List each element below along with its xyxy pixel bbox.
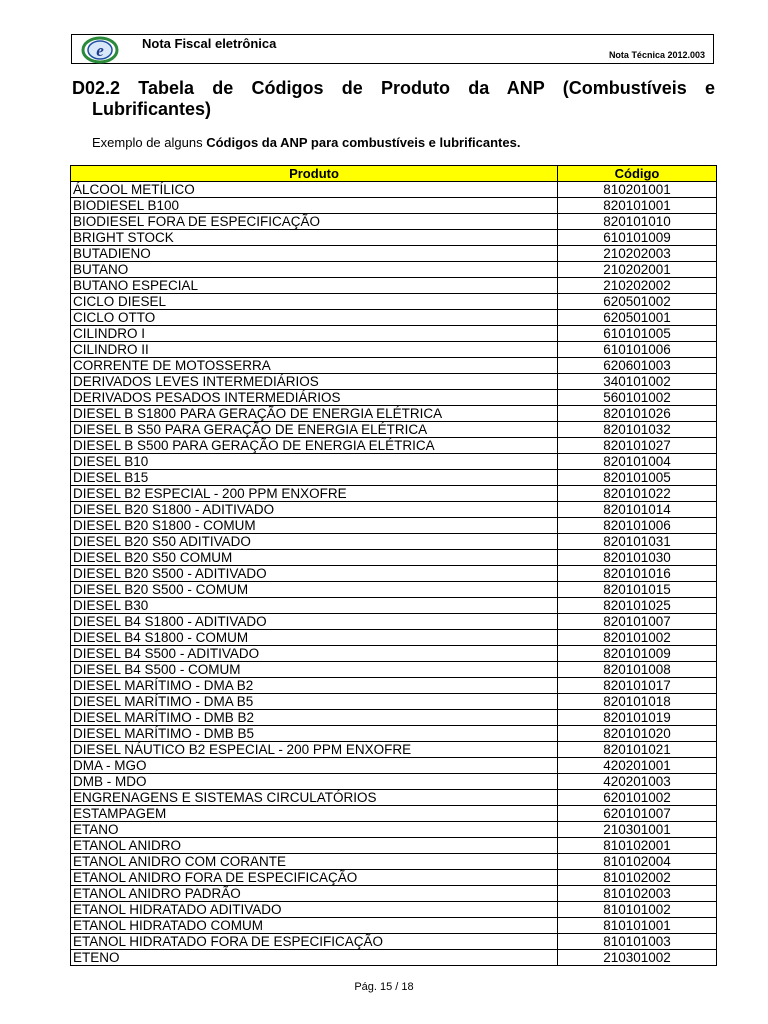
section-title-continued: Lubrificantes) xyxy=(92,99,212,119)
product-name-cell: DIESEL NÁUTICO B2 ESPECIAL - 200 PPM ENXOFRE xyxy=(71,742,558,758)
table-row xyxy=(71,710,717,726)
product-code-cell: 820101026 xyxy=(558,406,717,422)
table-row xyxy=(71,534,717,550)
product-code-cell: 820101020 xyxy=(558,726,717,742)
product-name-cell: DIESEL B20 S1800 - ADITIVADO xyxy=(71,502,558,518)
product-name-cell: DIESEL MARÍTIMO - DMA B5 xyxy=(71,694,558,710)
product-name-cell: ESTAMPAGEM xyxy=(71,806,558,822)
product-name-cell: DIESEL B S1800 PARA GERAÇÃO DE ENERGIA ELÉTRICA xyxy=(71,406,558,422)
product-code-cell: 810101002 xyxy=(558,902,717,918)
product-code-cell: 820101014 xyxy=(558,502,717,518)
product-code-cell: 610101006 xyxy=(558,342,717,358)
table-row xyxy=(71,454,717,470)
table-row xyxy=(71,822,717,838)
intro-bold: Códigos da ANP para combustíveis e lubrificantes. xyxy=(206,135,521,150)
table-row xyxy=(71,502,717,518)
table-row xyxy=(71,582,717,598)
table-row xyxy=(71,198,717,214)
table-row xyxy=(71,662,717,678)
column-header-codigo: Código xyxy=(558,166,717,182)
product-code-cell: 820101017 xyxy=(558,678,717,694)
product-code-cell: 810102001 xyxy=(558,838,717,854)
product-code-cell: 610101005 xyxy=(558,326,717,342)
product-name-cell: BIODIESEL FORA DE ESPECIFICAÇÃO xyxy=(71,214,558,230)
product-name-cell: DIESEL B4 S500 - COMUM xyxy=(71,662,558,678)
product-name-cell: DIESEL MARÍTIMO - DMB B2 xyxy=(71,710,558,726)
product-name-cell: CICLO DIESEL xyxy=(71,294,558,310)
product-code-cell: 820101010 xyxy=(558,214,717,230)
table-row xyxy=(71,390,717,406)
table-row xyxy=(71,374,717,390)
table-row xyxy=(71,646,717,662)
product-code-cell: 810102002 xyxy=(558,870,717,886)
product-code-cell: 420201001 xyxy=(558,758,717,774)
product-name-cell: ETANOL HIDRATADO COMUM xyxy=(71,918,558,934)
table-row xyxy=(71,486,717,502)
table-row xyxy=(71,758,717,774)
table-row xyxy=(71,342,717,358)
product-code-cell: 810101001 xyxy=(558,918,717,934)
nfe-logo-icon xyxy=(80,33,120,65)
product-code-cell: 340101002 xyxy=(558,374,717,390)
product-name-cell: DIESEL B20 S50 ADITIVADO xyxy=(71,534,558,550)
page-number: Pág. 15 / 18 xyxy=(354,981,414,993)
product-name-cell: BRIGHT STOCK xyxy=(71,230,558,246)
table-row xyxy=(71,742,717,758)
product-code-cell: 820101021 xyxy=(558,742,717,758)
table-row xyxy=(71,550,717,566)
product-code-cell: 420201003 xyxy=(558,774,717,790)
table-row xyxy=(71,294,717,310)
section-title: D02.2 Tabela de Códigos de Produto da ANP (Combustíveis e xyxy=(72,78,715,98)
table-row xyxy=(71,614,717,630)
header-subtitle: Nota Técnica 2012.003 xyxy=(608,50,705,60)
product-name-cell: DIESEL B S500 PARA GERAÇÃO DE ENERGIA ELÉTRICA xyxy=(71,438,558,454)
intro-text xyxy=(92,135,520,150)
product-name-cell: DIESEL B S50 PARA GERAÇÃO DE ENERGIA ELÉTRICA xyxy=(71,422,558,438)
product-code-cell: 810102004 xyxy=(558,854,717,870)
table-row xyxy=(71,726,717,742)
product-name-cell: ETANO xyxy=(71,822,558,838)
table-row xyxy=(71,918,717,934)
product-name-cell: DIESEL B15 xyxy=(71,470,558,486)
product-name-cell: DIESEL B4 S1800 - COMUM xyxy=(71,630,558,646)
table-row xyxy=(71,694,717,710)
product-name-cell: ETANOL ANIDRO PADRÃO xyxy=(71,886,558,902)
product-code-cell: 820101015 xyxy=(558,582,717,598)
table-row xyxy=(71,886,717,902)
product-code-cell: 820101018 xyxy=(558,694,717,710)
product-name-cell: DIESEL B10 xyxy=(71,454,558,470)
table-row xyxy=(71,358,717,374)
table-row xyxy=(71,838,717,854)
product-code-cell: 820101019 xyxy=(558,710,717,726)
product-name-cell: ETANOL ANIDRO COM CORANTE xyxy=(71,854,558,870)
product-name-cell: ENGRENAGENS E SISTEMAS CIRCULATÓRIOS xyxy=(71,790,558,806)
product-code-cell: 210202003 xyxy=(558,246,717,262)
header-title: Nota Fiscal eletrônica xyxy=(142,36,277,51)
product-name-cell: ÁLCOOL METÍLICO xyxy=(71,182,558,198)
product-name-cell: DIESEL B4 S1800 - ADITIVADO xyxy=(71,614,558,630)
product-name-cell: DIESEL B20 S500 - ADITIVADO xyxy=(71,566,558,582)
product-name-cell: ETENO xyxy=(71,950,558,966)
table-row xyxy=(71,790,717,806)
product-code-cell: 210301002 xyxy=(558,950,717,966)
table-row xyxy=(71,230,717,246)
product-code-cell: 620101007 xyxy=(558,806,717,822)
table-row xyxy=(71,262,717,278)
product-code-cell: 210202002 xyxy=(558,278,717,294)
intro-prefix: Exemplo de alguns xyxy=(92,135,207,150)
product-code-cell: 210301001 xyxy=(558,822,717,838)
product-name-cell: DIESEL MARÍTIMO - DMA B2 xyxy=(71,678,558,694)
product-code-cell: 820101032 xyxy=(558,422,717,438)
product-name-cell: ETANOL ANIDRO FORA DE ESPECIFICAÇÃO xyxy=(71,870,558,886)
table-row xyxy=(71,406,717,422)
product-name-cell: DERIVADOS PESADOS INTERMEDIÁRIOS xyxy=(71,390,558,406)
product-name-cell: DERIVADOS LEVES INTERMEDIÁRIOS xyxy=(71,374,558,390)
product-name-cell: DIESEL B2 ESPECIAL - 200 PPM ENXOFRE xyxy=(71,486,558,502)
table-row xyxy=(71,278,717,294)
product-code-cell: 820101004 xyxy=(558,454,717,470)
product-code-cell: 820101006 xyxy=(558,518,717,534)
table-row xyxy=(71,326,717,342)
product-code-cell: 820101008 xyxy=(558,662,717,678)
table-row xyxy=(71,870,717,886)
product-code-cell: 820101025 xyxy=(558,598,717,614)
product-code-cell: 620501002 xyxy=(558,294,717,310)
product-code-cell: 810101003 xyxy=(558,934,717,950)
table-row xyxy=(71,310,717,326)
table-row xyxy=(71,598,717,614)
product-code-cell: 820101022 xyxy=(558,486,717,502)
product-name-cell: BUTANO ESPECIAL xyxy=(71,278,558,294)
product-name-cell: DMB - MDO xyxy=(71,774,558,790)
product-name-cell: DIESEL B20 S1800 - COMUM xyxy=(71,518,558,534)
product-code-cell: 810102003 xyxy=(558,886,717,902)
product-code-cell: 820101027 xyxy=(558,438,717,454)
svg-text:e: e xyxy=(96,41,104,60)
table-row xyxy=(71,438,717,454)
product-name-cell: DIESEL B20 S500 - COMUM xyxy=(71,582,558,598)
table-row xyxy=(71,422,717,438)
product-name-cell: ETANOL HIDRATADO FORA DE ESPECIFICAÇÃO xyxy=(71,934,558,950)
product-code-cell: 620101002 xyxy=(558,790,717,806)
table-row xyxy=(71,566,717,582)
product-code-cell: 210202001 xyxy=(558,262,717,278)
product-name-cell: DIESEL MARÍTIMO - DMB B5 xyxy=(71,726,558,742)
product-name-cell: CORRENTE DE MOTOSSERRA xyxy=(71,358,558,374)
product-name-cell: ETANOL HIDRATADO ADITIVADO xyxy=(71,902,558,918)
table-header-row xyxy=(71,166,717,182)
product-code-cell: 820101031 xyxy=(558,534,717,550)
product-name-cell: CICLO OTTO xyxy=(71,310,558,326)
table-row xyxy=(71,182,717,198)
product-code-cell: 820101001 xyxy=(558,198,717,214)
table-row xyxy=(71,630,717,646)
table-row xyxy=(71,950,717,966)
product-code-cell: 820101030 xyxy=(558,550,717,566)
product-name-cell: BUTADIENO xyxy=(71,246,558,262)
product-code-cell: 560101002 xyxy=(558,390,717,406)
table-row xyxy=(71,246,717,262)
product-name-cell: CILINDRO I xyxy=(71,326,558,342)
product-name-cell: DIESEL B4 S500 - ADITIVADO xyxy=(71,646,558,662)
table-row xyxy=(71,678,717,694)
product-name-cell: DIESEL B30 xyxy=(71,598,558,614)
product-code-cell: 620601003 xyxy=(558,358,717,374)
table-row xyxy=(71,854,717,870)
product-name-cell: ETANOL ANIDRO xyxy=(71,838,558,854)
table-row xyxy=(71,806,717,822)
table-row xyxy=(71,214,717,230)
table-row xyxy=(71,902,717,918)
product-name-cell: BIODIESEL B100 xyxy=(71,198,558,214)
page-header xyxy=(71,34,714,64)
product-code-cell: 820101016 xyxy=(558,566,717,582)
table-row xyxy=(71,518,717,534)
anp-codes-table xyxy=(70,165,717,966)
product-name-cell: BUTANO xyxy=(71,262,558,278)
product-name-cell: DMA - MGO xyxy=(71,758,558,774)
product-code-cell: 610101009 xyxy=(558,230,717,246)
column-header-produto: Produto xyxy=(71,166,558,182)
product-code-cell: 810201001 xyxy=(558,182,717,198)
product-code-cell: 820101009 xyxy=(558,646,717,662)
product-name-cell: DIESEL B20 S50 COMUM xyxy=(71,550,558,566)
table-row xyxy=(71,934,717,950)
product-code-cell: 620501001 xyxy=(558,310,717,326)
table-row xyxy=(71,774,717,790)
product-code-cell: 820101007 xyxy=(558,614,717,630)
product-name-cell: CILINDRO II xyxy=(71,342,558,358)
table-row xyxy=(71,470,717,486)
product-code-cell: 820101002 xyxy=(558,630,717,646)
product-code-cell: 820101005 xyxy=(558,470,717,486)
